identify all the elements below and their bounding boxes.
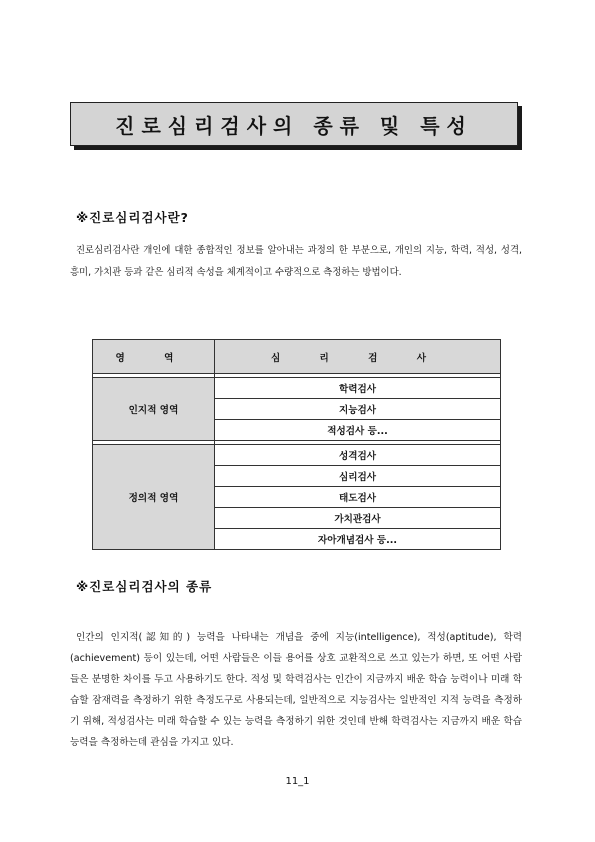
section1-heading: ※진로심리검사란? — [76, 210, 189, 225]
table-item: 성격검사 — [215, 445, 501, 466]
test-table — [92, 339, 501, 550]
page-title: 진로심리검사의 종류 및 특성 — [115, 113, 473, 138]
section1-body: 진로심리검사란 개인에 대한 종합적인 정보를 알아내는 과정의 한 부분으로, 개인의 지능, 학력, 적성, 성격, 흥미, 가치관 등과 같은 심리적 속성을 체계적이고 수량적으로 측정하는 방법이다. — [70, 245, 522, 278]
table-category-cognitive: 인지적 영역 — [93, 378, 215, 441]
page-number: 11_1 — [285, 776, 310, 787]
title-box — [70, 102, 518, 146]
section2-body: 인간의 인지적(認知的) 능력을 나타내는 개념을 중에 지능(intelligence), 적성(aptitude), 학력(achievement) 등이 있는데, 어떤 사람들은 이들 용어를 상호 교환적으로 쓰고 있는가 하면, 또 어떤 사람들은 분명한 차이를 두고 사용하기도 한다. 적성 및 학력검사는 인간이 지금까지 배운 학습 능력이나 미래 학습할 잠재력을 측정하기 위한 측정도구로 사용되는데, 일반적으로 지능검사는 일반적인 지적 능력을 측정하기 위해, 적성검사는 미래 학습할 수 있는 능력을 측정하기 위한 것인데 반해 학력검사는 지금까지 배운 학습 능력을 측정하는데 관심을 가지고 있다. — [70, 632, 522, 748]
table-item: 적성검사 등... — [215, 420, 501, 441]
section2-heading: ※진로심리검사의 종류 — [76, 579, 213, 594]
table-item: 가치관검사 — [215, 508, 501, 529]
table-header-domain: 영 역 — [93, 340, 215, 374]
table-item: 자아개념검사 등... — [215, 529, 501, 550]
table-item: 학력검사 — [215, 378, 501, 399]
title-banner — [70, 102, 522, 150]
table-item: 심리검사 — [215, 466, 501, 487]
table-item: 지능검사 — [215, 399, 501, 420]
table-item: 태도검사 — [215, 487, 501, 508]
table-category-affective: 정의적 영역 — [93, 445, 215, 550]
table-header-tests: 심 리 검 사 — [215, 340, 501, 374]
